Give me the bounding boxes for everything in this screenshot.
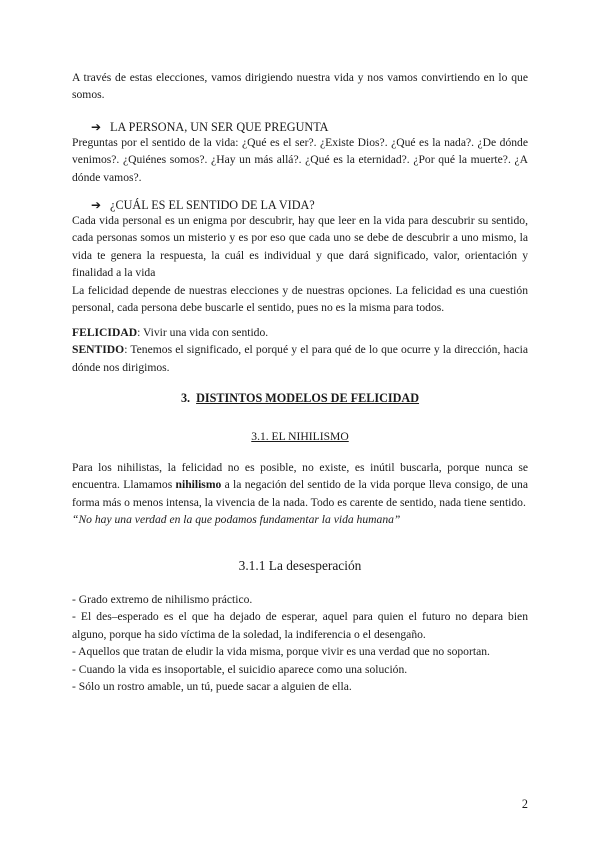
nihilismo-quote: “No hay una verdad en la que podamos fundamentar la vida humana” [72, 513, 401, 527]
definition-text: : Vivir una vida con sentido. [137, 326, 269, 339]
sentido-text-2: La felicidad depende de nuestras elecciones y de nuestras opciones. La felicidad es una cuestión personal, cada persona debe buscarle el sentido, pues no es la misma para todos. [72, 283, 528, 315]
list-item: - Grado extremo de nihilismo práctico. [72, 593, 253, 606]
section-3-1-heading: 3.1. EL NIHILISMO [251, 430, 349, 443]
persona-paragraph [72, 134, 528, 186]
desesperacion-list [72, 591, 528, 695]
sentido-heading-text: ¿CUÁL ES EL SENTIDO DE LA VIDA? [110, 198, 315, 212]
arrow-right-icon: ➔ [91, 198, 102, 212]
nihilismo-text [72, 459, 528, 511]
persona-text: Preguntas por el sentido de la vida: ¿Qué es el ser?. ¿Existe Dios?. ¿Qué es la nada?. ¿De dónde venimos?. ¿Quiénes somos?. ¿Hay un más allá?. ¿Qué es la eternidad?. ¿Por qué la muerte?. ¿A dónde vamos?. [72, 136, 528, 184]
page-number: 2 [521, 797, 528, 811]
definitions [72, 324, 528, 376]
list-item: - Aquellos que tratan de eludir la vida misma, porque vivir es una verdad que no soportan. [72, 645, 490, 659]
definition-felicidad [72, 324, 528, 341]
persona-heading-text: LA PERSONA, UN SER QUE PREGUNTA [110, 120, 329, 134]
list-item: - Cuando la vida es insoportable, el suicidio aparece como una solución. [72, 662, 408, 676]
section-title: DISTINTOS MODELOS DE FELICIDAD [196, 391, 420, 405]
nihilismo-paragraph [72, 459, 528, 529]
sentido-text-1: Cada vida personal es un enigma por descubrir, hay que leer en la vida para descubrir su sentido, cada personas somos un misterio y es por eso que cada uno se debe de descubrir a uno mismo, la vida te genera la respuesta, la cuál es individual y que dará significado, valor, orientación y finalidad a la vida [72, 214, 528, 280]
definition-sentido [72, 341, 528, 376]
definition-term: FELICIDAD [72, 326, 138, 339]
definition-text: : Tenemos el significado, el porqué y el para qué de lo que ocurre y la dirección, hacia dónde nos dirigimos. [72, 343, 528, 374]
nihilismo-term: nihilismo [175, 478, 222, 492]
sentido-paragraphs [72, 212, 528, 316]
arrow-right-icon: ➔ [91, 120, 102, 134]
nihilismo-text-after: a la negación del sentido de la vida porque lleva consigo, de una forma más o menos intensa, la vivencia de la nada. Todo es carente de sentido, nada tiene sentido. [72, 478, 528, 509]
list-item: - Sólo un rostro amable, un tú, puede sacar a alguien de ella. [72, 680, 352, 694]
section-3-1-1-heading: 3.1.1 La desesperación [238, 558, 362, 573]
section-number: 3. [180, 391, 191, 405]
section-3-heading [72, 391, 528, 406]
nihilismo-text-before: Para los nihilistas, la felicidad no es posible, no existe, es inútil buscarla, porque nunca se encuentra. Llamamos [72, 461, 528, 492]
intro-text: A través de estas elecciones, vamos dirigiendo nuestra vida y nos vamos convirtiendo en lo que somos. [72, 71, 528, 102]
definition-term: SENTIDO [72, 343, 125, 357]
list-item: - El des–esperado es el que ha dejado de esperar, aquel para quien el futuro no depara bien alguno, porque ha sido víctima de la soledad, la indiferencia o el desengaño. [72, 610, 528, 641]
intro-paragraph [72, 69, 528, 104]
